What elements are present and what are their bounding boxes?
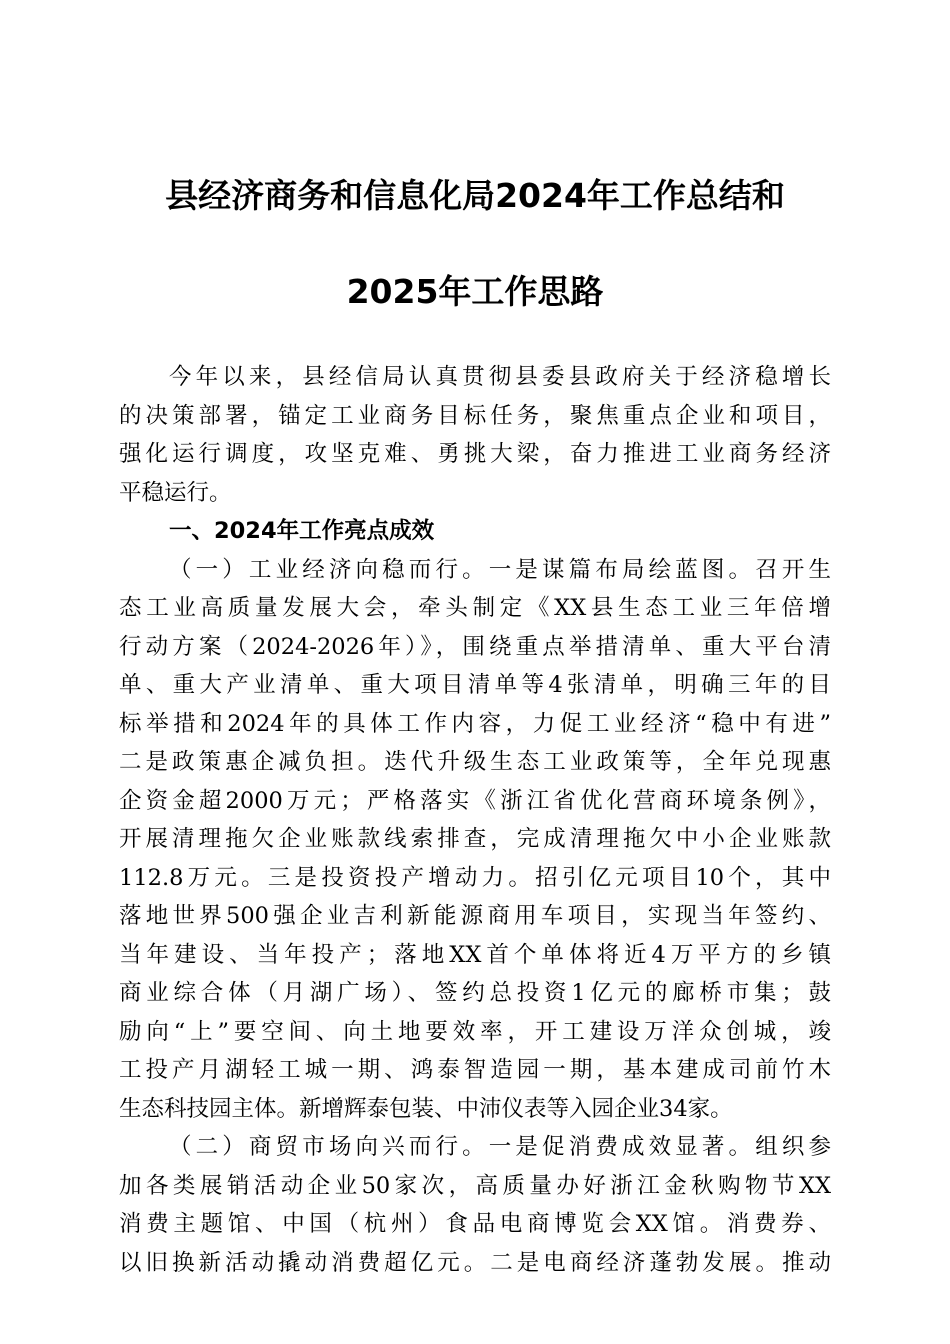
paragraph-line: 标举措和2024年的具体工作内容，力促工业经济“稳中有进” (119, 710, 831, 737)
paragraph-line: 商业综合体（月湖广场）、签约总投资1亿元的廊桥市集；鼓 (119, 980, 831, 1006)
section-heading: 一、2024年工作亮点成效 (169, 518, 435, 544)
paragraph-line: （一）工业经济向稳而行。一是谋篇布局绘蓝图。召开生 (169, 556, 831, 583)
paragraph-line: 以旧换新活动撬动消费超亿元。二是电商经济蓬勃发展。推动 (119, 1249, 831, 1276)
paragraph-line: 态工业高质量发展大会，牵头制定《XX县生态工业三年倍增 (119, 595, 831, 621)
paragraph-line: 今年以来，县经信局认真贯彻县委县政府关于经济稳增长 (169, 364, 831, 390)
paragraph-line: 强化运行调度，攻坚克难、勇挑大梁，奋力推进工业商务经济 (119, 441, 831, 467)
paragraph-line: 消费主题馆、中国（杭州）食品电商博览会XX馆。消费券、 (119, 1211, 831, 1237)
paragraph-line: （二）商贸市场向兴而行。一是促消费成效显著。组织参 (169, 1134, 831, 1160)
document-title-line-2: 2025年工作思路 (346, 272, 604, 311)
paragraph-line: 生态科技园主体。新增辉泰包装、中沛仪表等入园企业34家。 (119, 1095, 733, 1122)
paragraph-line: 工投产月湖轻工城一期、鸿泰智造园一期，基本建成司前竹木 (119, 1057, 831, 1083)
paragraph-line: 加各类展销活动企业50家次，高质量办好浙江金秋购物节XX (119, 1172, 831, 1199)
paragraph-line: 的决策部署，锚定工业商务目标任务，聚焦重点企业和项目， (119, 402, 831, 429)
paragraph-line: 单、重大产业清单、重大项目清单等4张清单，明确三年的目 (119, 672, 831, 698)
paragraph-line: 二是政策惠企减负担。迭代升级生态工业政策等，全年兑现惠 (119, 749, 831, 775)
paragraph-line: 开展清理拖欠企业账款线索排查，完成清理拖欠中小企业账款 (119, 826, 831, 852)
paragraph-line: 落地世界500强企业吉利新能源商用车项目，实现当年签约、 (119, 903, 831, 929)
paragraph-line: 平稳运行。 (119, 479, 232, 506)
paragraph-line: 企资金超2000万元；严格落实《浙江省优化营商环境条例》， (119, 787, 831, 814)
paragraph-line: 112.8万元。三是投资投产增动力。招引亿元项目10个，其中 (119, 864, 831, 891)
paragraph-line: 行动方案（2024-2026年）》，围绕重点举措清单、重大平台清 (119, 633, 831, 660)
document-title-line-1: 县经济商务和信息化局2024年工作总结和 (165, 176, 785, 215)
document-body (119, 358, 831, 1282)
paragraph-line: 当年建设、当年投产；落地XX首个单体将近4万平方的乡镇 (119, 941, 831, 968)
paragraph-line: 励向“上”要空间、向土地要效率，开工建设万洋众创城，竣 (119, 1018, 831, 1045)
